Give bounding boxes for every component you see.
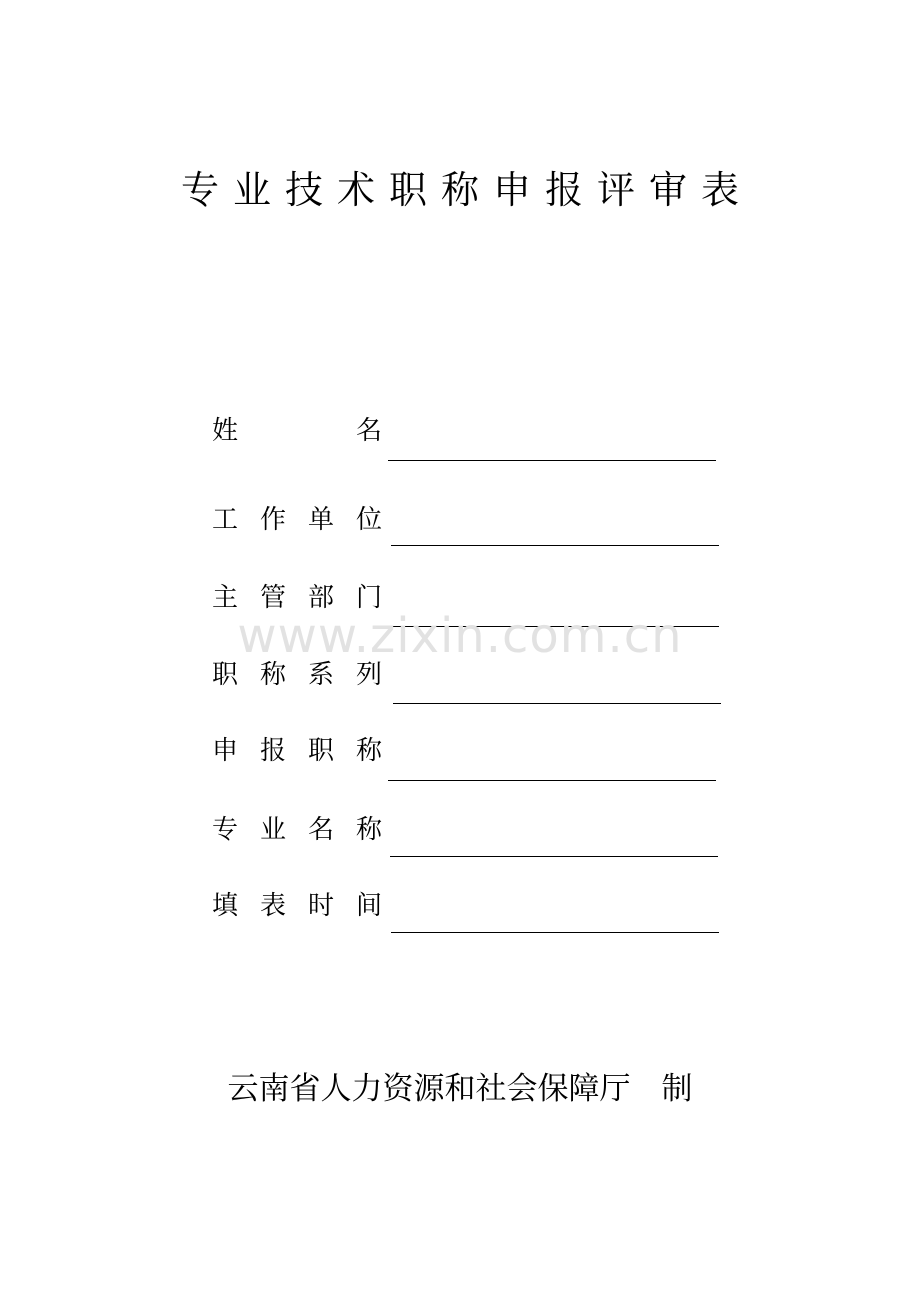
label-char: 工 [212,505,239,535]
label-char: 作 [259,505,286,535]
field-label-work-unit [212,502,382,538]
watermark-text: www.zixin.com.cn [237,608,683,664]
label-char: 称 [355,736,382,766]
issuer-footer: 云南省人力资源和社会保障厅 制 [227,1071,693,1107]
field-label-title-series [212,657,382,693]
label-char: 单 [307,505,334,535]
page-title: 专业技术职称申报评审表 [180,168,753,212]
label-char: 专 [212,815,239,845]
label-char: 填 [212,891,239,921]
label-char: 部 [307,583,334,613]
field-label-specialty [212,812,382,848]
label-char: 称 [355,815,382,845]
label-char: 门 [355,583,382,613]
title-series-input-line[interactable] [393,703,721,704]
label-char: 时 [307,891,334,921]
name-input-line[interactable] [388,460,716,461]
label-char: 位 [355,505,382,535]
label-char: 职 [307,736,334,766]
label-char: 职 [212,660,239,690]
label-char: 名 [307,815,334,845]
label-char: 名 [355,416,382,446]
label-char: 间 [355,891,382,921]
label-char: 业 [259,815,286,845]
label-char: 报 [259,736,286,766]
label-char: 系 [307,660,334,690]
label-char: 列 [355,660,382,690]
label-char: 表 [259,891,286,921]
label-char: 主 [212,583,239,613]
label-char: 管 [259,583,286,613]
specialty-input-line[interactable] [390,856,718,857]
field-label-applied-title [212,733,382,769]
fill-date-input-line[interactable] [391,932,719,933]
field-label-name [212,413,382,449]
work-unit-input-line[interactable] [391,545,719,546]
applied-title-input-line[interactable] [388,780,716,781]
label-char: 姓 [212,416,239,446]
label-char: 申 [212,736,239,766]
label-char: 称 [259,660,286,690]
field-label-fill-date [212,888,382,924]
